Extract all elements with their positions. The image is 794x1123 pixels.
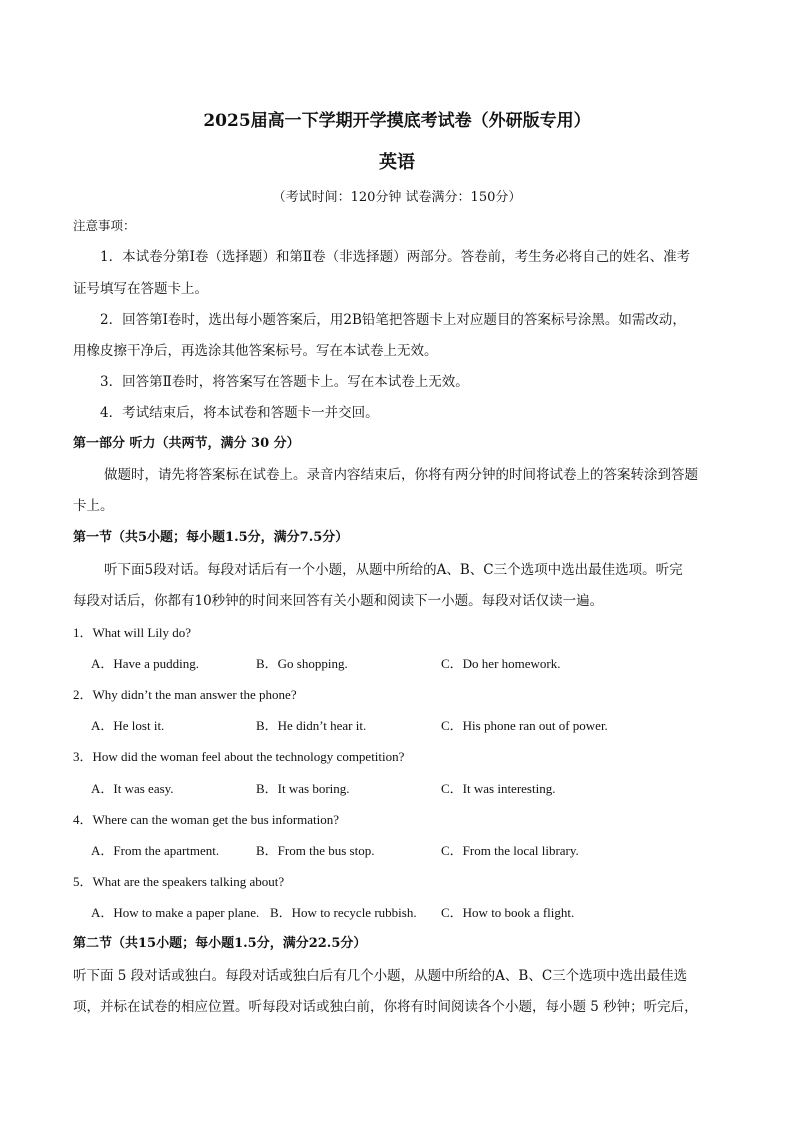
part1-heading: 第一部分 听力（共两节，满分 30 分） <box>73 436 300 451</box>
option-a: A．It was easy. <box>91 781 174 796</box>
section2-intro-line: 听下面 5 段对话或独白。每段对话或独白后有几个小题，从题中所给的A、B、C三个选项中选出最佳选 <box>73 968 688 984</box>
notice-line: 2．回答第Ⅰ卷时，选出每小题答案后，用2B铅笔把答题卡上对应题目的答案标号涂黑。如需改动， <box>100 312 686 328</box>
question-text: 3．How did the woman feel about the technology competition? <box>73 749 405 764</box>
option-b: B．He didn’t hear it. <box>256 718 367 733</box>
part1-intro-line: 卡上。 <box>73 498 114 514</box>
option-b: B．How to recycle rubbish. <box>270 905 417 920</box>
part1-intro-line: 做题时，请先将答案标在试卷上。录音内容结束后，你将有两分钟的时间将试卷上的答案转涂到答题 <box>104 467 698 483</box>
option-b: B．Go shopping. <box>256 656 348 671</box>
option-a: A．He lost it. <box>91 718 165 733</box>
option-a: A．From the apartment. <box>91 843 220 858</box>
section1-intro-line: 听下面5段对话。每段对话后有一个小题，从题中所给的A、B、C三个选项中选出最佳选项。听完 <box>104 562 683 578</box>
option-a: A．How to make a paper plane. <box>91 905 260 920</box>
notice-line: 证号填写在答题卡上。 <box>73 281 208 297</box>
notice-line: 用橡皮擦干净后，再选涂其他答案标号。写在本试卷上无效。 <box>73 343 438 359</box>
section1-heading: 第一节（共5小题；每小题1.5分，满分7.5分） <box>73 530 349 545</box>
option-b: B．From the bus stop. <box>256 843 375 858</box>
subject-title: 英语 <box>379 152 415 173</box>
notice-line: 3．回答第Ⅱ卷时，将答案写在答题卡上。写在本试卷上无效。 <box>100 374 469 390</box>
notice-heading: 注意事项： <box>73 218 136 233</box>
option-b: B．It was boring. <box>256 781 350 796</box>
question-text: 4．Where can the woman get the bus information? <box>73 812 340 827</box>
exam-info: （考试时间：120分钟 试卷满分：150分） <box>272 190 522 205</box>
option-c: C．From the local library. <box>441 843 579 858</box>
question-text: 5．What are the speakers talking about? <box>73 874 285 889</box>
section2-intro-line: 项，并标在试卷的相应位置。听每段对话或独白前，你将有时间阅读各个小题，每小题 5 秒钟；听完后， <box>73 999 698 1015</box>
option-c: C．Do her homework. <box>441 656 561 671</box>
section1-intro-line: 每段对话后，你都有10秒钟的时间来回答有关小题和阅读下一小题。每段对话仅读一遍。 <box>73 593 604 609</box>
exam-title: 2025届高一下学期开学摸底考试卷（外研版专用） <box>203 111 591 131</box>
section2-heading: 第二节（共15小题；每小题1.5分，满分22.5分） <box>73 936 367 951</box>
option-c: C．His phone ran out of power. <box>441 718 608 733</box>
question-text: 1．What will Lily do? <box>73 625 192 640</box>
option-a: A．Have a pudding. <box>91 656 199 671</box>
notice-line: 1．本试卷分第Ⅰ卷（选择题）和第Ⅱ卷（非选择题）两部分。答卷前，考生务必将自己的姓名、准考 <box>100 249 691 265</box>
option-c: C．How to book a flight. <box>441 905 575 920</box>
question-text: 2．Why didn’t the man answer the phone? <box>73 687 297 702</box>
option-c: C．It was interesting. <box>441 781 556 796</box>
notice-line: 4．考试结束后，将本试卷和答题卡一并交回。 <box>100 405 379 421</box>
